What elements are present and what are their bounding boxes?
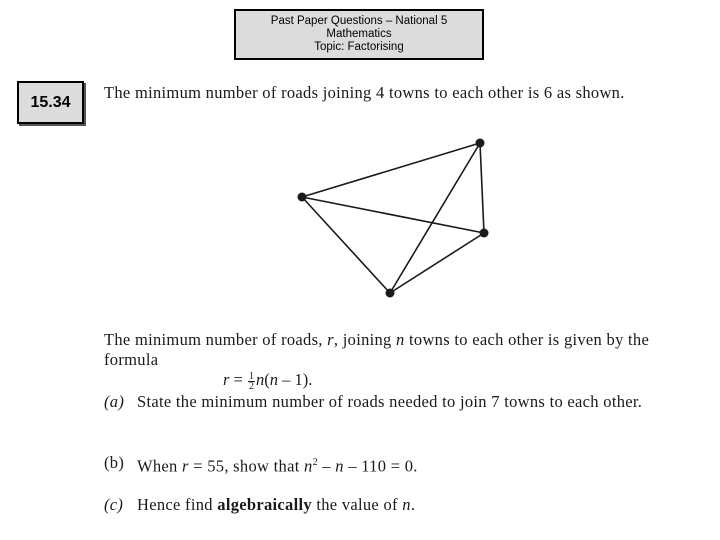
road-6 — [390, 233, 484, 293]
part-a-label: (a) — [104, 392, 125, 411]
part-a-text: State the minimum number of roads needed to join 7 towns to each other. — [137, 392, 643, 411]
formula-intro: The minimum number of roads, r, joining n towns to each other is given by the formula — [104, 330, 650, 369]
part-c — [104, 495, 704, 515]
part-a — [104, 392, 704, 412]
header-subject: Mathematics — [326, 28, 392, 40]
roads-formula: r = $\frac{1}{2}$ n(n – 1). — [223, 370, 313, 392]
road-4 — [480, 143, 484, 233]
part-c-label: (c) — [104, 495, 124, 514]
town-3 — [480, 229, 489, 238]
part-b — [104, 453, 704, 477]
header-title: Past Paper Questions – National 5 — [270, 15, 448, 27]
part-c-text: Hence find algebraically the value of n. — [137, 495, 416, 514]
header-topic: Topic: Factorising — [314, 41, 404, 53]
question-number: 15.34 — [17, 81, 84, 124]
intro-text: The minimum number of roads joining 4 towns to each other is 6 as shown. — [104, 83, 625, 102]
part-b-label: (b) — [104, 453, 125, 472]
half-fraction: $\frac{1}{2}$ — [248, 370, 254, 392]
town-1 — [298, 193, 307, 202]
town-2 — [476, 139, 485, 148]
town-4 — [386, 289, 395, 298]
part-b-text: When r = 55, show that $n^2 - n - 110 = 0$. — [137, 456, 418, 476]
